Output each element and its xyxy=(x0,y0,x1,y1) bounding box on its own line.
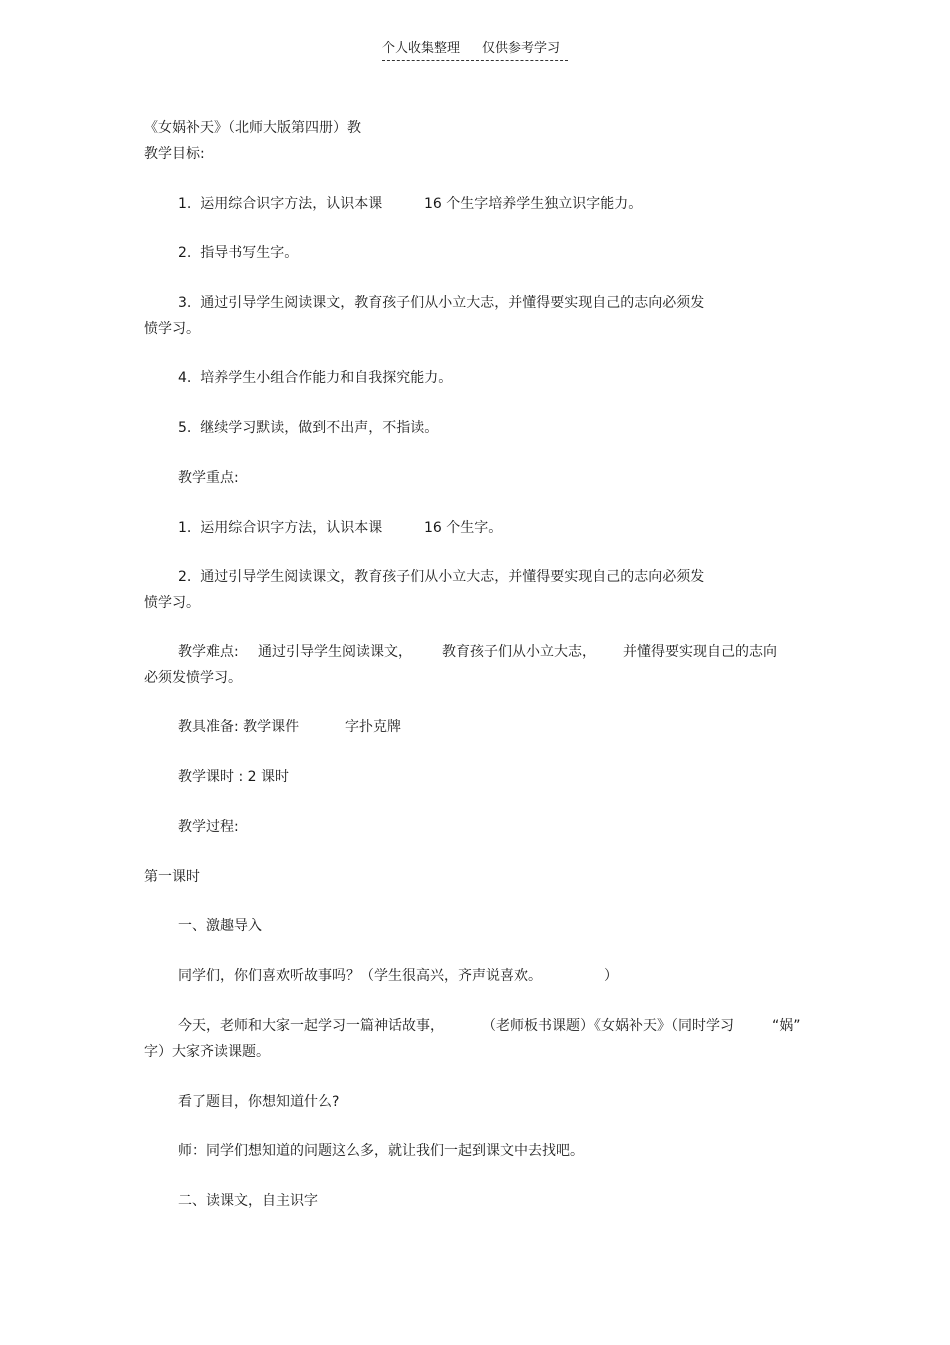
paragraph-1 xyxy=(178,967,678,985)
difficulty-text-3: 并懂得要实现自己的志向 xyxy=(623,644,777,660)
goal-3-line-1: 3. 通过引导学生阅读课文，教育孩子们从小立大志，并懂得要实现自己的志向必须发 xyxy=(178,295,705,311)
key-point-2-line-2: 愤学习。 xyxy=(144,595,200,611)
paragraph-3: 看了题目，你想知道什么? xyxy=(178,1094,340,1110)
goal-1 xyxy=(178,195,878,213)
paragraph-1-text-a: 同学们，你们喜欢听故事吗？（学生很高兴，齐声说喜欢。 xyxy=(178,968,542,984)
goal-1-text-b: 16 个生字培养学生独立识字能力。 xyxy=(424,196,643,212)
difficulty-text-2: 教育孩子们从小立大志， xyxy=(442,644,596,660)
difficulty-label: 教学难点: xyxy=(178,644,239,660)
section-2-heading: 二、读课文，自主识字 xyxy=(178,1193,318,1209)
key-point-2-line-1: 2. 通过引导学生阅读课文，教育孩子们从小立大志，并懂得要实现自己的志向必须发 xyxy=(178,569,705,585)
header-left-text: 个人收集整理 xyxy=(382,41,461,56)
difficulty-line-2: 必须发愤学习。 xyxy=(144,670,242,686)
key-points-heading: 教学重点: xyxy=(178,470,239,486)
goal-1-text-a: 1. 运用综合识字方法，认识本课 xyxy=(178,196,383,212)
goal-3-line-2: 愤学习。 xyxy=(144,321,200,337)
goals-heading: 教学目标: xyxy=(144,146,205,162)
goal-4: 4. 培养学生小组合作能力和自我探究能力。 xyxy=(178,370,453,386)
goal-2: 2. 指导书写生字。 xyxy=(178,245,299,261)
lesson-1-heading: 第一课时 xyxy=(144,869,200,885)
section-1-heading: 一、激趣导入 xyxy=(178,918,262,934)
teaching-tools xyxy=(178,718,578,736)
key-point-1-text-b: 16 个生字。 xyxy=(424,520,503,536)
paragraph-2-text-a: 今天，老师和大家一起学习一篇神话故事， xyxy=(178,1018,444,1034)
teaching-tools-text-b: 字扑克牌 xyxy=(345,719,401,735)
difficulty-text-1: 通过引导学生阅读课文， xyxy=(258,644,412,660)
paragraph-2-line-2: 字）大家齐读课题。 xyxy=(144,1044,270,1060)
paragraph-2-line-1 xyxy=(178,1017,878,1035)
header-right-text: 仅供参考学习 xyxy=(482,41,561,56)
paragraph-4: 师：同学们想知道的问题这么多，就让我们一起到课文中去找吧。 xyxy=(178,1143,584,1159)
teaching-tools-text-a: 教具准备: 教学课件 xyxy=(178,719,300,735)
document-title: 《女娲补天》（北师大版第四册）教 xyxy=(144,120,361,136)
paragraph-1-text-b: ） xyxy=(604,968,618,984)
key-point-1 xyxy=(178,519,878,537)
goal-5: 5. 继续学习默读，做到不出声，不指读。 xyxy=(178,420,439,436)
teaching-hours: 教学课时 : 2 课时 xyxy=(178,769,289,785)
paragraph-2-text-c: “娲” xyxy=(772,1018,801,1034)
teaching-process-heading: 教学过程: xyxy=(178,819,239,835)
page-header xyxy=(382,40,568,61)
key-point-1-text-a: 1. 运用综合识字方法，认识本课 xyxy=(178,520,383,536)
paragraph-2-text-b: （老师板书课题）《女娲补天》（同时学习 xyxy=(482,1018,734,1034)
difficulty-line-1 xyxy=(178,643,878,661)
